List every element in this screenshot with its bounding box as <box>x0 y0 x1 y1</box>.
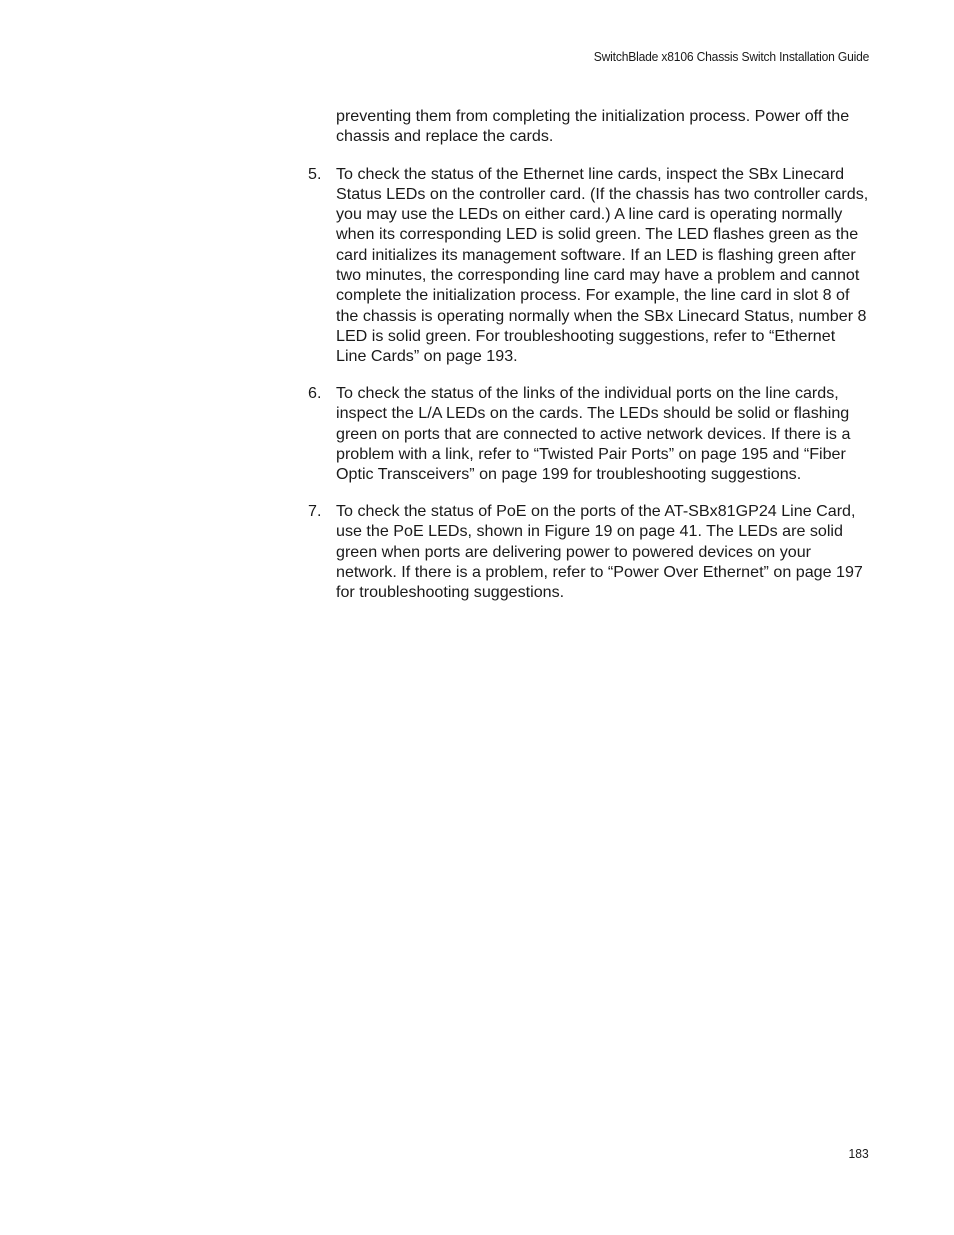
list-number: 7. <box>308 502 322 521</box>
list-number: 5. <box>308 164 322 183</box>
list-item-6 <box>308 383 870 484</box>
list-item-7 <box>308 501 870 602</box>
list-text: To check the status of the links of the individual ports on the line cards, inspect the L/A LEDs on the cards. The LEDs should be solid or flashing green on ports that are connected to active network devices. If there is a problem with a link, refer to “Twisted Pair Ports” on page 195 and “Fiber Optic Transceivers” on page 199 for troubleshooting suggestions. <box>336 384 851 484</box>
list-number: 6. <box>308 384 322 403</box>
intro-paragraph: preventing them from completing the initialization process. Power off the chassis and replace the cards. <box>336 107 850 146</box>
running-header: SwitchBlade x8106 Chassis Switch Installation Guide <box>593 49 869 64</box>
list-text: To check the status of the Ethernet line cards, inspect the SBx Linecard Status LEDs on the controller card. (If the chassis has two controller cards, you may use the LEDs on either card.) A line card is operating normally when its corresponding LED is solid green. The LED flashes green as the card initializes its management software. If an LED is flashing green after two minutes, the corresponding line card may have a problem and cannot complete the initialization process. For example, the line card in slot 8 of the chassis is operating normally when the SBx Linecard Status, number 8 LED is solid green. For troubleshooting suggestions, refer to “Ethernet Line Cards” on page 193. <box>336 164 869 366</box>
list-item-5 <box>308 164 870 367</box>
page-number: 183 <box>848 1146 869 1161</box>
page-content <box>308 106 870 619</box>
list-text: To check the status of PoE on the ports of the AT-SBx81GP24 Line Card, use the PoE LEDs, shown in Figure 19 on page 41. The LEDs are solid green when ports are delivering power to powered devices on your network. If there is a problem, refer to “Power Over Ethernet” on page 197 for troubleshooting suggestions. <box>336 502 863 602</box>
